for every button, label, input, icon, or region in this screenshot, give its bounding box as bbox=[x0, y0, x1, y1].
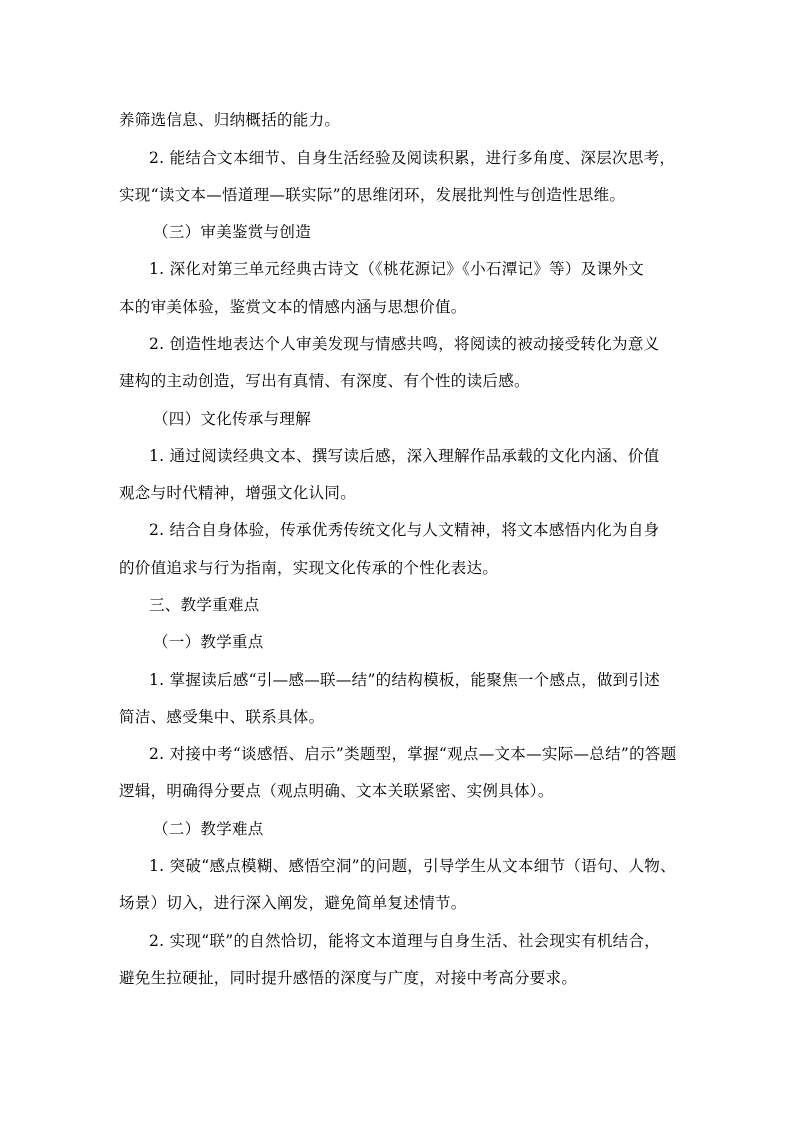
text-line: 观念与时代精神，增强文化认同。 bbox=[119, 484, 357, 502]
chapter-heading: 三、教学重难点 bbox=[149, 596, 260, 614]
text-line: 2. 实现“联”的自然恰切，能将文本道理与自身生活、社会现实有机结合， bbox=[149, 932, 661, 950]
text-line: 2. 对接中考“谈感悟、启示”类题型，掌握“观点—文本—实际—总结”的答题 bbox=[149, 745, 677, 763]
text-line: 本的审美体验，鉴赏文本的情感内涵与思想价值。 bbox=[119, 298, 467, 316]
text-line: 场景）切入，进行深入阐发，避免简单复述情节。 bbox=[119, 894, 467, 912]
text-line: 简洁、感受集中、联系具体。 bbox=[119, 708, 325, 726]
text-line: 1. 突破“感点模糊、感悟空洞”的问题，引导学生从文本细节（语句、人物、 bbox=[149, 857, 676, 875]
text-line: 2. 创造性地表达个人审美发现与情感共鸣，将阅读的被动接受转化为意义 bbox=[149, 335, 660, 353]
text-line: 2. 结合自身体验，传承优秀传统文化与人文精神，将文本感悟内化为自身 bbox=[149, 521, 660, 539]
text-line: 逻辑，明确得分要点（观点明确、文本关联紧密、实例具体）。 bbox=[119, 782, 554, 800]
section-heading: （一）教学重点 bbox=[153, 633, 264, 651]
text-line: 1. 掌握读后感“引—感—联—结”的结构模板，能聚焦一个感点，做到引述 bbox=[149, 671, 661, 689]
text-line: 的价值追求与行为指南，实现文化传承的个性化表达。 bbox=[119, 559, 499, 577]
text-line: 避免生拉硬扯，同时提升感悟的深度与广度，对接中考高分要求。 bbox=[119, 969, 578, 987]
text-line: 养筛选信息、归纳概括的能力。 bbox=[119, 111, 341, 129]
text-line: 建构的主动创造，写出有真情、有深度、有个性的读后感。 bbox=[119, 372, 530, 390]
section-heading: （三）审美鉴赏与创造 bbox=[153, 223, 312, 241]
text-line: 1. 深化对第三单元经典古诗文（《桃花源记》《小石潭记》等）及课外文 bbox=[149, 260, 644, 278]
text-line: 2. 能结合文本细节、自身生活经验及阅读积累，进行多角度、深层次思考， bbox=[149, 149, 676, 167]
text-line: 实现“读文本—悟道理—联实际”的思维闭环，发展批判性与创造性思维。 bbox=[119, 186, 626, 204]
text-line: 1. 通过阅读经典文本、撰写读后感，深入理解作品承载的文化内涵、价值 bbox=[149, 447, 660, 465]
section-heading: （四）文化传承与理解 bbox=[153, 410, 312, 428]
section-heading: （二）教学难点 bbox=[153, 820, 264, 838]
